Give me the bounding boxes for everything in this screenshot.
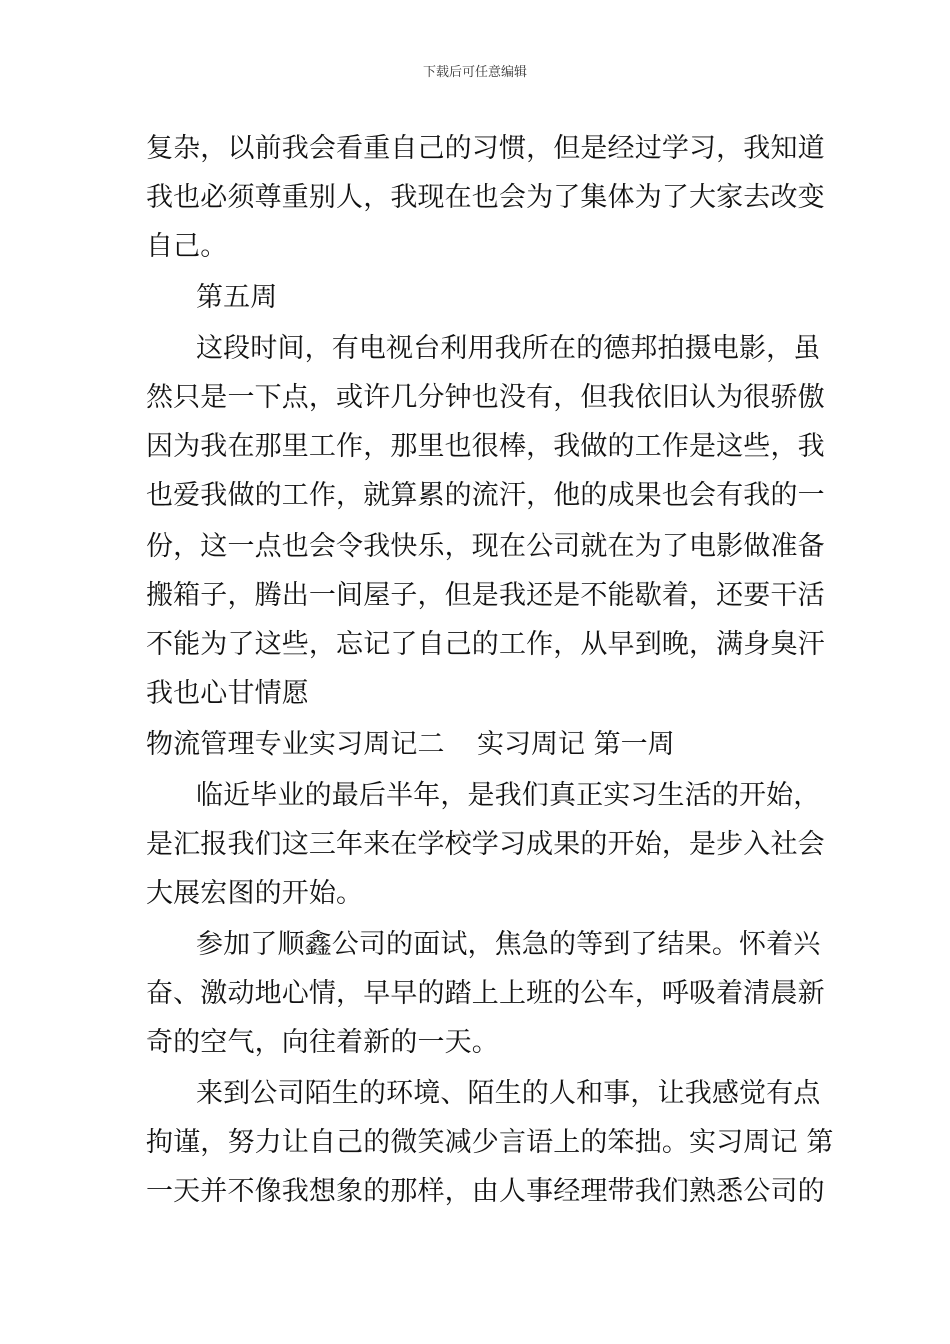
section-heading-week-five: 第五周 — [196, 282, 278, 313]
page-header-note: 下载后可任意编辑 — [422, 65, 527, 80]
paragraph-line: 搬箱子，腾出一间屋子，但是我还是不能歇着，还要干活 — [146, 580, 825, 611]
paragraph-line: 大展宏图的开始。 — [146, 878, 364, 909]
paragraph-line: 奇的空气，向往着新的一天。 — [146, 1027, 499, 1058]
paragraph-line: 拘谨，努力让自己的微笑减少言语上的笨拙。实习周记 第 — [146, 1127, 834, 1158]
paragraph-line: 自己。 — [146, 231, 228, 262]
paragraph-line: 临近毕业的最后半年，是我们真正实习生活的开始， — [196, 780, 821, 811]
paragraph-line: 这段时间，有电视台利用我所在的德邦拍摄电影，虽 — [196, 333, 821, 364]
paragraph-line: 也爱我做的工作，就算累的流汗，他的成果也会有我的一 — [146, 480, 825, 511]
paragraph-line: 奋、激动地心情，早早的踏上上班的公车，呼吸着清晨新 — [146, 978, 825, 1009]
paragraph-line: 不能为了这些，忘记了自己的工作，从早到晚，满身臭汗 — [146, 629, 825, 660]
paragraph-line: 参加了顺鑫公司的面试，焦急的等到了结果。怀着兴 — [196, 929, 821, 960]
paragraph-line: 复杂，以前我会看重自己的习惯，但是经过学习，我知道 — [146, 133, 825, 164]
paragraph-line: 是汇报我们这三年来在学校学习成果的开始，是步入社会 — [146, 829, 825, 860]
paragraph-line: 因为我在那里工作，那里也很棒，我做的工作是这些，我 — [146, 431, 825, 462]
paragraph-line: 一天并不像我想象的那样，由人事经理带我们熟悉公司的 — [146, 1176, 825, 1207]
document-title: 物流管理专业实习周记二 — [146, 729, 445, 760]
paragraph-line: 我也心甘情愿 — [146, 678, 309, 709]
paragraph-line: 我也必须尊重别人，我现在也会为了集体为了大家去改变 — [146, 182, 825, 213]
paragraph-line: 来到公司陌生的环境、陌生的人和事，让我感觉有点 — [196, 1078, 821, 1109]
section-heading-week-one: 实习周记 第一周 — [477, 729, 675, 760]
paragraph-line: 份，这一点也会令我快乐，现在公司就在为了电影做准备 — [146, 531, 825, 562]
paragraph-line: 然只是一下点，或许几分钟也没有，但我依旧认为很骄傲 — [146, 382, 825, 413]
